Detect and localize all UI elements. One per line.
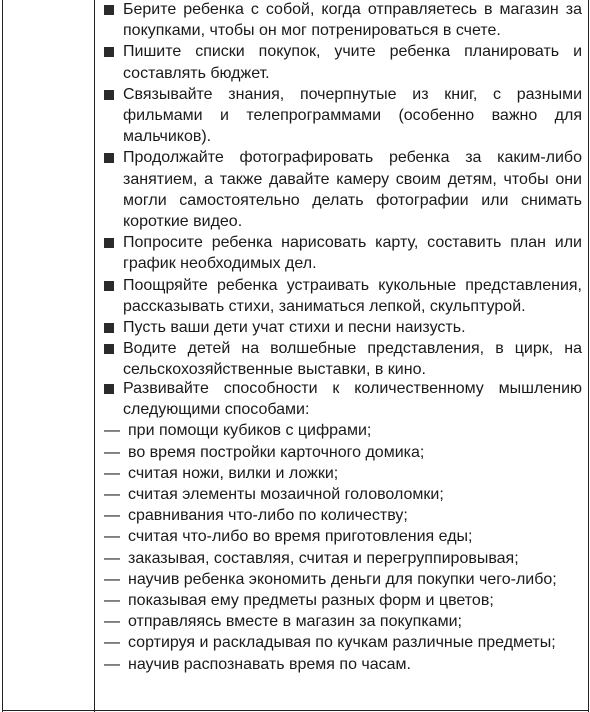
sub-list-item-text: отправляясь вместе в магазин за покупками; (128, 613, 462, 631)
dash-marker: — (104, 634, 120, 652)
sub-list-item-text: научив распознавать время по часам. (128, 655, 411, 673)
dash-marker: — (104, 613, 120, 631)
sub-list-item (104, 505, 582, 526)
table-cell-upper (104, 0, 582, 381)
sub-list-item (104, 590, 582, 611)
list-item (104, 317, 582, 338)
sub-list-item (104, 526, 582, 547)
list-item-text: Поощряйте ребенка устраивать кукольные представления, рассказывать стихи, заниматься лепкой, скульптурой. (123, 276, 582, 315)
list-item-text: Пишите списки покупок, учите ребенка планировать и составлять бюджет. (123, 43, 582, 82)
sub-list-item-text: считая что-либо во время приготовления еды; (128, 528, 473, 546)
list-item (104, 275, 582, 317)
list-item-text: Связывайте знания, почерпнутые из книг, с разными фильмами и телепрограммами (особенно важно для мальчиков). (123, 85, 582, 146)
sub-list-item-text: показывая ему предметы разных форм и цветов; (128, 592, 494, 610)
sub-list-item-text: во время постройки карточного домика; (128, 443, 425, 461)
table-left-border (2, 0, 3, 712)
sub-list-item-text: сортируя и раскладывая по кучкам различные предметы; (128, 634, 556, 652)
square-bullet-icon (104, 344, 114, 354)
sub-list-item (104, 442, 582, 463)
square-bullet-icon (104, 90, 114, 100)
table-right-border (588, 0, 589, 712)
square-bullet-icon (104, 323, 114, 333)
dash-marker: — (104, 464, 120, 482)
list-item-text: Продолжайте фотографировать ребенка за каким-либо занятием, а также давайте камеру своим детям, чтобы они могли самостоятельно делать фотографии или снимать короткие видео. (123, 149, 582, 231)
list-item (104, 41, 582, 83)
square-bullet-icon (104, 238, 114, 248)
sub-list-item (104, 420, 582, 441)
square-bullet-icon (104, 384, 114, 394)
dash-marker: — (104, 528, 120, 546)
list-item (104, 147, 582, 232)
list-item-text: Попросите ребенка нарисовать карту, составить план или график необходимых дел. (123, 234, 582, 273)
table-column-divider (94, 0, 95, 712)
list-item (104, 338, 582, 380)
dash-marker: — (104, 592, 120, 610)
dash-marker: — (104, 549, 120, 567)
sub-list-item-text: считая элементы мозаичной головоломки; (128, 486, 444, 504)
dash-marker: — (104, 507, 120, 525)
square-bullet-icon (104, 5, 114, 15)
sub-list-item (104, 632, 582, 653)
dash-marker: — (104, 422, 120, 440)
sub-list-item (104, 569, 582, 590)
table-bottom-border (2, 710, 588, 711)
list-item-text: Развивайте способности к количественному мышлению следующими способами: (123, 380, 582, 419)
list-item (104, 232, 582, 274)
square-bullet-icon (104, 153, 114, 163)
list-item-text: Пусть ваши дети учат стихи и песни наизусть. (123, 319, 466, 337)
list-item (104, 0, 582, 41)
square-bullet-icon (104, 281, 114, 291)
sub-list-item (104, 463, 582, 484)
dash-marker: — (104, 570, 120, 588)
sub-list-item (104, 548, 582, 569)
sub-list-item-text: считая ножи, вилки и ложки; (128, 464, 339, 482)
sub-list-item-text: научив ребенка экономить деньги для покупки чего-либо; (128, 570, 557, 588)
table-cell-lower (104, 378, 582, 675)
sub-list-item-text: заказывая, составляя, считая и перегруппировывая; (128, 549, 519, 567)
dash-marker: — (104, 655, 120, 673)
dash-marker: — (104, 443, 120, 461)
dash-marker: — (104, 486, 120, 504)
sub-list-item-text: при помощи кубиков с цифрами; (128, 422, 372, 440)
list-item (104, 84, 582, 148)
square-bullet-icon (104, 47, 114, 57)
list-item-text: Берите ребенка с собой, когда отправляетесь в магазин за покупками, чтобы он мог потренироваться в счете. (123, 1, 582, 40)
sub-list-item (104, 611, 582, 632)
sub-list-item-text: сравнивания что-либо по количеству; (128, 507, 408, 525)
sub-list-item (104, 654, 582, 675)
list-item (104, 378, 582, 420)
sub-list-item (104, 484, 582, 505)
list-item-text: Водите детей на волшебные представления, в цирк, на сельскохозяйственные выставки, в кино. (123, 340, 582, 379)
